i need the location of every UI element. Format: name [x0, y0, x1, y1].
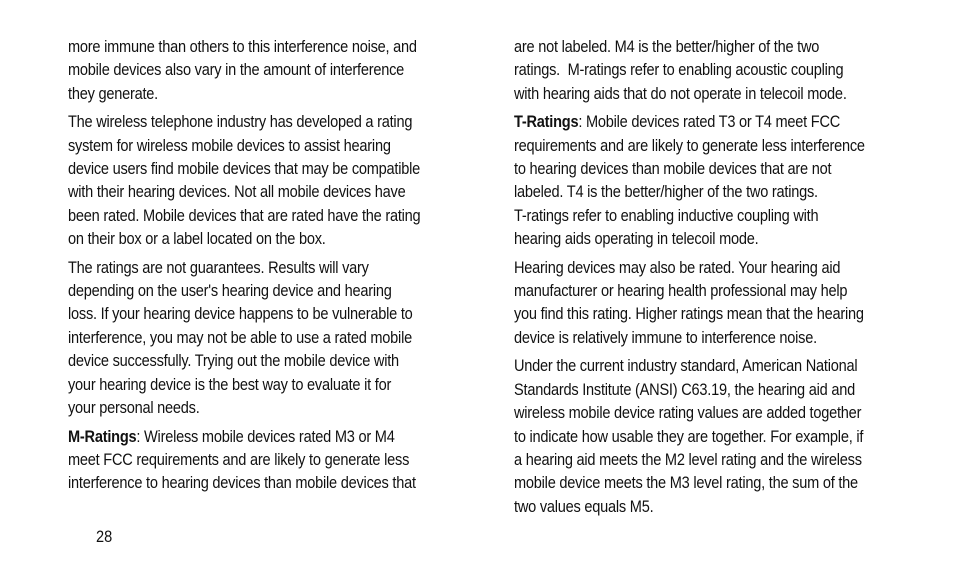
- paragraph-interference-continued: [68, 36, 462, 106]
- text-fragment: : Mobile devices rated T3 or T4 meet FCC: [578, 113, 841, 132]
- text-fragment: : Wireless mobile devices rated M3 or M4: [136, 427, 395, 446]
- text-line: The ratings are not guarantees. Results will vary: [68, 258, 369, 277]
- paragraph-ratings-not-guaranteed: [68, 257, 462, 421]
- paragraph-ansi-standard: [514, 355, 908, 519]
- text-line: manufacturer or hearing health professional may help: [514, 282, 848, 301]
- text-line: system for wireless mobile devices to assist hearing: [68, 136, 391, 155]
- text-line: Hearing devices may also be rated. Your hearing aid: [514, 258, 841, 277]
- text-line: your personal needs.: [68, 399, 200, 418]
- text-line: device is relatively immune to interference noise.: [514, 328, 817, 347]
- text-line: your hearing device is the best way to evaluate it for: [68, 375, 392, 394]
- paragraph-m-ratings-continued: [514, 36, 908, 106]
- text-line: been rated. Mobile devices that are rated have the rating: [68, 206, 421, 225]
- text-line: to indicate how usable they are together. For example, if: [514, 427, 864, 446]
- paragraph-rating-system: [68, 111, 462, 251]
- text-line: to hearing devices than mobile devices that are not: [514, 160, 832, 179]
- text-line: Under the current industry standard, American National: [514, 357, 858, 376]
- paragraph-t-ratings: [514, 111, 908, 251]
- text-line: ratings. M-ratings refer to enabling acoustic coupling: [514, 61, 844, 80]
- term-t-ratings: T-Ratings: [514, 113, 579, 132]
- text-line: meet FCC requirements and are likely to generate less: [68, 450, 410, 469]
- text-line: two values equals M5.: [514, 497, 654, 516]
- term-m-ratings: M-Ratings: [68, 427, 137, 446]
- text-line: [514, 111, 908, 134]
- text-line: hearing aids operating in telecoil mode.: [514, 230, 759, 249]
- text-line: The wireless telephone industry has developed a rating: [68, 113, 413, 132]
- text-line: with their hearing devices. Not all mobile devices have: [68, 183, 406, 202]
- text-line: on their box or a label located on the box.: [68, 230, 326, 249]
- text-line: [68, 426, 462, 449]
- text-line: T-ratings refer to enabling inductive coupling with: [514, 206, 819, 225]
- paragraph-hearing-devices-rated: [514, 257, 908, 351]
- text-line: depending on the user's hearing device and hearing: [68, 282, 392, 301]
- text-line: wireless mobile device rating values are added together: [514, 404, 862, 423]
- left-column: [68, 36, 462, 501]
- text-line: they generate.: [68, 84, 158, 103]
- text-line: loss. If your hearing device happens to be vulnerable to: [68, 305, 413, 324]
- text-line: you find this rating. Higher ratings mean that the hearing: [514, 305, 864, 324]
- page-number: 28: [96, 528, 113, 546]
- text-line: device successfully. Trying out the mobile device with: [68, 352, 399, 371]
- text-line: requirements and are likely to generate less interference: [514, 136, 865, 155]
- text-line: are not labeled. M4 is the better/higher of the two: [514, 38, 820, 56]
- text-line: interference, you may not be able to use a rated mobile: [68, 328, 412, 347]
- text-line: interference to hearing devices than mobile devices that: [68, 474, 416, 493]
- text-line: mobile device meets the M3 level rating, the sum of the: [514, 474, 858, 493]
- paragraph-m-ratings: [68, 426, 462, 496]
- text-line: a hearing aid meets the M2 level rating and the wireless: [514, 450, 862, 469]
- text-line: mobile devices also vary in the amount of interference: [68, 61, 405, 80]
- right-column: [514, 36, 908, 524]
- text-line: device users find mobile devices that may be compatible: [68, 160, 421, 179]
- text-line: labeled. T4 is the better/higher of the two ratings.: [514, 183, 818, 202]
- text-line: more immune than others to this interference noise, and: [68, 38, 417, 56]
- text-line: Standards Institute (ANSI) C63.19, the hearing aid and: [514, 380, 855, 399]
- text-line: with hearing aids that do not operate in telecoil mode.: [514, 84, 847, 103]
